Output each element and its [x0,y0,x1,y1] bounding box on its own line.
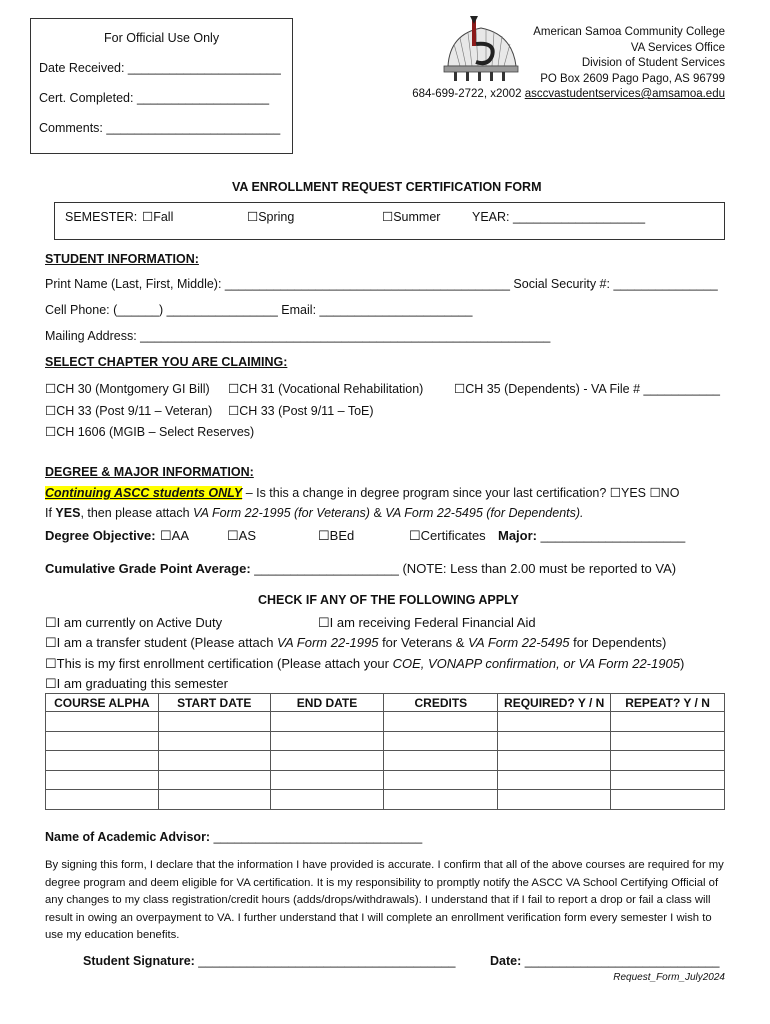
year-field[interactable]: YEAR: ___________________ [472,210,646,224]
col-repeat: REPEAT? Y / N [611,694,725,712]
college-seal-logo [440,14,522,84]
if-yes-instruction [45,506,584,521]
table-cell[interactable] [270,770,384,790]
col-required: REQUIRED? Y / N [498,694,611,712]
continuing-students-highlight: Continuing ASCC students ONLY [45,486,243,500]
degree-objective-label: Degree Objective: [45,528,156,543]
ampersand: & [369,506,386,520]
first-enrollment-checkbox[interactable] [45,656,684,671]
table-cell[interactable] [611,751,725,771]
table-cell[interactable] [498,751,611,771]
semester-spring-checkbox[interactable]: ☐Spring [247,210,295,224]
college-office: VA Services Office [630,41,725,54]
table-row [46,731,725,751]
first-documents: COE, VONAPP confirmation, or VA Form 22-1905 [392,656,680,671]
col-start-date: START DATE [158,694,270,712]
student-info-heading: STUDENT INFORMATION: [45,252,199,266]
table-cell[interactable] [611,790,725,810]
courses-table [45,693,725,810]
major-field[interactable] [498,528,685,543]
date-line[interactable]: ____________________________ [521,954,720,968]
form-title: VA ENROLLMENT REQUEST CERTIFICATION FORM [232,180,542,194]
table-cell[interactable] [270,790,384,810]
ch33-veteran-checkbox[interactable]: ☐CH 33 (Post 9/11 – Veteran) [45,404,213,418]
major-line[interactable]: ____________________ [537,528,686,543]
first-suffix: ) [679,656,685,671]
signature-line[interactable]: _____________________________________ [194,954,456,968]
degree-bed-checkbox[interactable]: ☐BEd [318,528,355,543]
table-cell[interactable] [158,751,270,771]
table-cell[interactable] [158,790,270,810]
cert-completed-field[interactable]: Cert. Completed: ___________________ [39,91,270,105]
college-name: American Samoa Community College [533,26,725,38]
declaration-text: By signing this form, I declare that the information I have provided is accurate. I confirm that all of the above courses are required for my degree program and deem eligible for VA certification. It is my responsibility to promptly notify the ASCC VA School Certifying Official of any changes to my class registration/credit hours (adds/drops/withdrawals). I understand that if I fail to report a drop or fail a class will result in owing an overpayment to VA. I further understand that I will complete an enrollment verification form every semester I wish to use my education benefits. [45,859,724,941]
gpa-field[interactable] [45,561,676,576]
advisor-field[interactable] [45,830,422,845]
financial-aid-checkbox[interactable]: ☐I am receiving Federal Financial Aid [318,615,536,630]
form-veterans-ref: VA Form 22-1995 (for Veterans) [193,506,370,520]
signature-date-field[interactable] [490,954,719,969]
table-cell[interactable] [498,790,611,810]
advisor-line[interactable]: ______________________________ [210,830,423,844]
table-cell[interactable] [46,770,159,790]
ch30-checkbox[interactable]: ☐CH 30 (Montgomery GI Bill) [45,382,210,396]
transfer-suffix: for Dependents) [569,635,667,650]
college-po-box: PO Box 2609 Pago Pago, AS 96799 [540,72,725,85]
table-cell[interactable] [270,731,384,751]
college-division: Division of Student Services [581,57,725,69]
gpa-line-note[interactable]: ____________________ (NOTE: Less than 2.00 must be reported to VA) [250,561,677,576]
table-cell[interactable] [384,751,498,771]
form-dependents-ref: VA Form 22-5495 (for Dependents). [385,506,584,520]
graduating-checkbox[interactable]: ☐I am graduating this semester [45,676,228,691]
table-row [46,790,725,810]
cell-phone-email-field[interactable]: Cell Phone: (______) ________________ Email: ______________________ [45,303,473,317]
major-label: Major: [498,528,537,543]
table-cell[interactable] [498,731,611,751]
if-yes-middle: , then please attach [80,506,194,520]
table-cell[interactable] [611,731,725,751]
continuing-students-question [45,486,679,501]
table-cell[interactable] [270,712,384,732]
ch33-toe-checkbox[interactable]: ☐CH 33 (Post 9/11 – ToE) [228,404,374,418]
degree-certificates-checkbox[interactable]: ☐Certificates [409,528,486,543]
college-phone: 684-699-2722, x2002 [412,88,525,100]
comments-field[interactable]: Comments: _________________________ [39,121,281,135]
degree-aa-checkbox[interactable]: ☐AA [160,528,189,543]
table-cell[interactable] [158,731,270,751]
chapter-heading: SELECT CHAPTER YOU ARE CLAIMING: [45,355,288,369]
form-version-footer: Request_Form_July2024 [613,972,725,983]
col-end-date: END DATE [270,694,384,712]
ch1606-checkbox[interactable]: ☐CH 1606 (MGIB – Select Reserves) [45,425,255,439]
table-cell[interactable] [611,770,725,790]
transfer-form-1: VA Form 22-1995 [277,635,379,650]
transfer-middle: for Veterans & [378,635,469,650]
col-course-alpha: COURSE ALPHA [46,694,159,712]
degree-heading: DEGREE & MAJOR INFORMATION: [45,465,254,479]
advisor-label: Name of Academic Advisor: [45,830,211,844]
degree-as-checkbox[interactable]: ☐AS [227,528,256,543]
college-email-link[interactable]: asccvastudentservices@amsamoa.edu [524,88,725,100]
if-yes-bold: YES [55,506,81,520]
table-cell[interactable] [158,712,270,732]
table-header-row [46,694,725,712]
date-label: Date: [490,954,522,968]
table-cell[interactable] [46,731,159,751]
check-any-heading: CHECK IF ANY OF THE FOLLOWING APPLY [258,593,519,607]
table-cell[interactable] [384,712,498,732]
table-cell[interactable] [384,731,498,751]
table-cell[interactable] [158,770,270,790]
col-credits: CREDITS [384,694,498,712]
gpa-label: Cumulative Grade Point Average: [45,561,251,576]
table-cell[interactable] [46,790,159,810]
table-cell[interactable] [384,770,498,790]
table-cell[interactable] [498,770,611,790]
if-yes-prefix: If [45,506,56,520]
table-cell[interactable] [384,790,498,810]
table-cell[interactable] [611,712,725,732]
ch35-checkbox[interactable]: ☐CH 35 (Dependents) - VA File # ___________ [454,382,720,396]
semester-fall-checkbox[interactable]: ☐Fall [142,210,174,224]
official-use-title: For Official Use Only [104,31,220,45]
date-received-field[interactable]: Date Received: ______________________ [39,61,281,75]
table-cell[interactable] [498,712,611,732]
table-cell[interactable] [46,751,159,771]
mailing-address-field[interactable]: Mailing Address: ___________________________________________________________ [45,329,551,343]
student-signature-field[interactable] [83,954,456,969]
table-row [46,712,725,732]
transfer-student-checkbox[interactable] [45,635,666,650]
semester-summer-checkbox[interactable]: ☐Summer [382,210,441,224]
table-cell[interactable] [270,751,384,771]
college-contact [412,87,725,103]
ch31-checkbox[interactable]: ☐CH 31 (Vocational Rehabilitation) [228,382,424,396]
signature-label: Student Signature: [83,954,195,968]
transfer-form-2: VA Form 22-5495 [468,635,570,650]
transfer-prefix: ☐I am a transfer student (Please attach [45,635,278,650]
table-row [46,751,725,771]
first-prefix: ☐This is my first enrollment certification (Please attach your [45,656,393,671]
active-duty-checkbox[interactable]: ☐I am currently on Active Duty [45,615,223,630]
table-cell[interactable] [46,712,159,732]
degree-change-question[interactable]: – Is this a change in degree program since your last certification? ☐YES ☐NO [242,486,680,500]
semester-label: SEMESTER: [65,210,138,224]
print-name-field[interactable]: Print Name (Last, First, Middle): _________________________________________ Social Security #: _______________ [45,277,718,291]
table-row [46,770,725,790]
